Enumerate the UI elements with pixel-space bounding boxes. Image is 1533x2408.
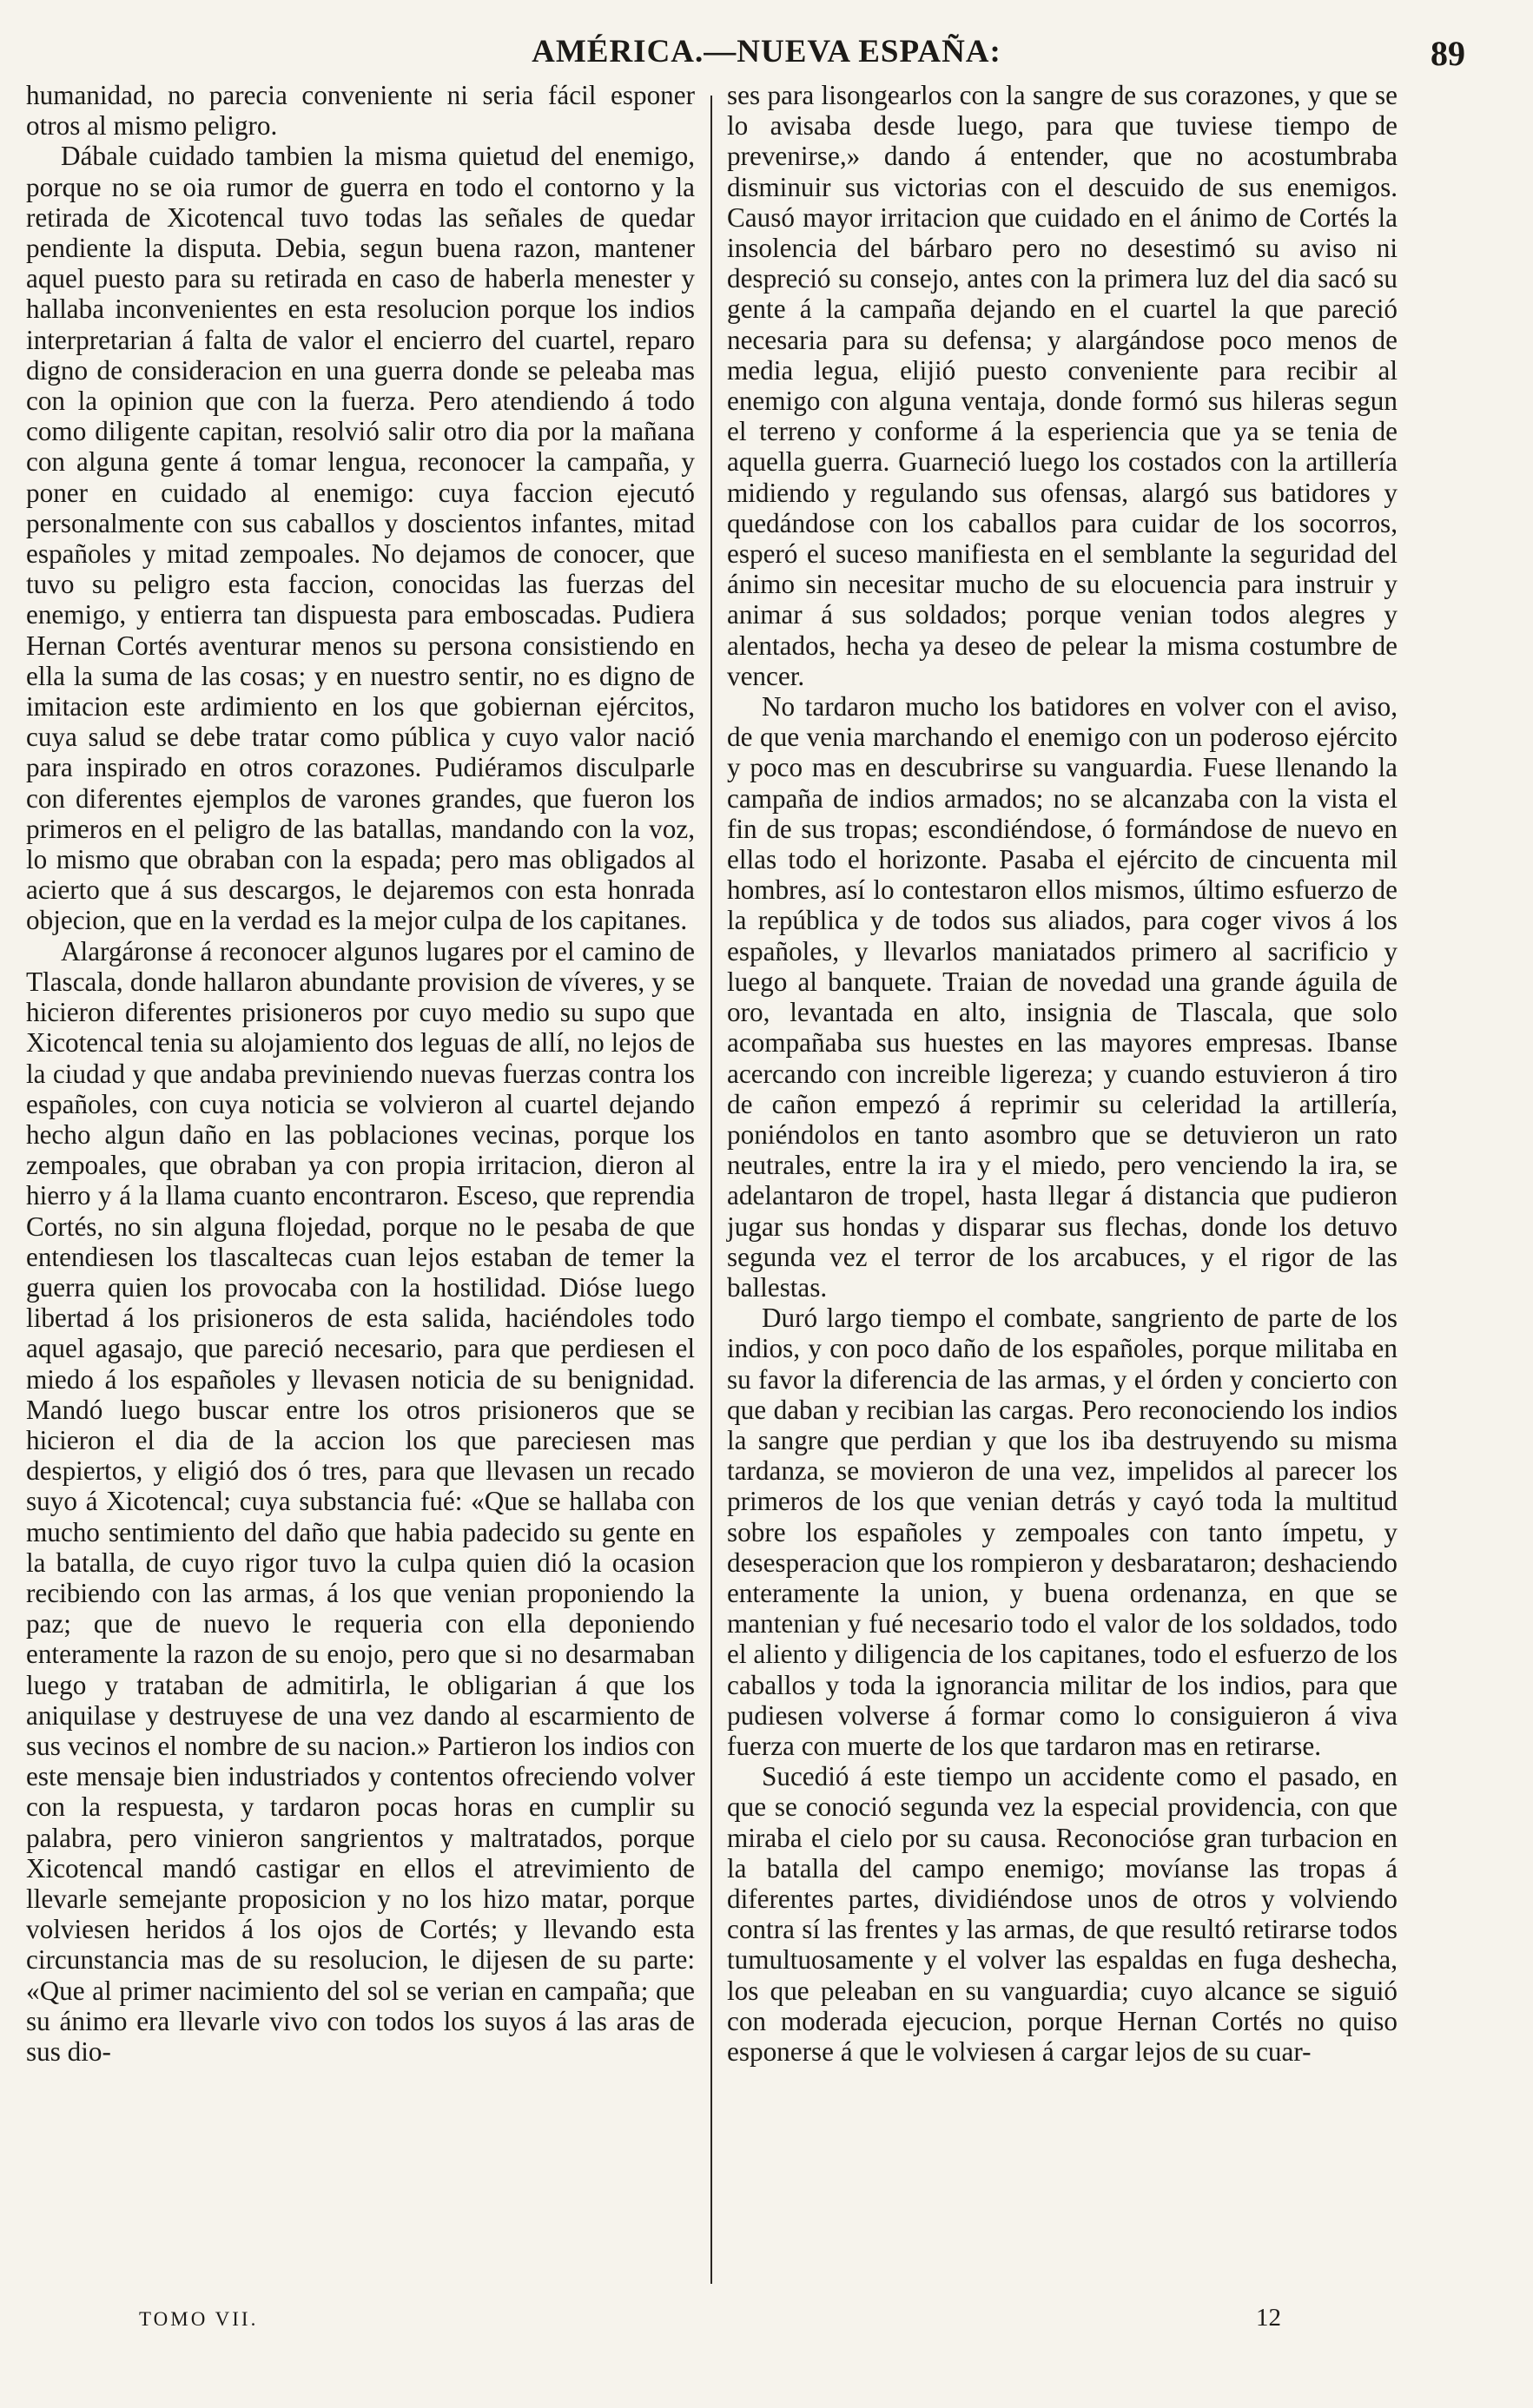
left-column bbox=[26, 80, 695, 2067]
paragraph: Sucedió á este tiempo un accidente como el pasado, en que se conoció segunda vez la especial providencia, con que miraba el cielo por su causa. Reconocióse gran turbacion en la batalla del campo enemigo; movíanse las tropas á diferentes partes, dividiéndose unos de otros y volviendo contra sí las frentes y las armas, de que resultó retirarse todos tumultuosamente y el volver las espaldas en fuga deshecha, los que peleaban en su vanguardia; cuyo alcance se siguió con moderada ejecucion, porque Hernan Cortés no quiso esponerse á que le volviesen á cargar lejos de su cuar- bbox=[727, 1761, 1398, 2067]
column-divider bbox=[710, 96, 712, 2284]
page-number: 89 bbox=[1431, 34, 1465, 73]
signature-mark: 12 bbox=[1256, 2304, 1281, 2332]
running-title: AMÉRICA.—NUEVA ESPAÑA: bbox=[532, 34, 1001, 69]
paragraph: Duró largo tiempo el combate, sangriento de parte de los indios, y con poco daño de los españoles, porque militaba en su favor la diferencia de las armas, y el órden y concierto con que daban y recibian las cargas. Pero reconociendo los indios la sangre que perdian y que los iba destruyendo su misma tardanza, se movieron de una vez, impelidos al parecer los primeros de los que venian detrás y cayó toda la multitud sobre los españoles y zempoales con tanto ímpetu, y desesperacion que los rompieron y desbarataron; deshaciendo enteramente la union, y buena ordenanza, en que se mantenian y fué necesario todo el valor de los soldados, todo el aliento y diligencia de los capitanes, todo el esfuerzo de los caballos y toda la ignorancia militar de los indios, para que pudiesen volverse á formar como lo consiguieron á viva fuerza con muerte de los que tardaron mas en retirarse. bbox=[727, 1303, 1398, 1761]
running-head bbox=[0, 33, 1533, 76]
paragraph: Dábale cuidado tambien la misma quietud del enemigo, porque no se oia rumor de guerra en todo el contorno y la retirada de Xicotencal tuvo todas las señales de quedar pendiente la disputa. Debia, segun buena razon, mantener aquel puesto para su retirada en caso de haberla menester y hallaba inconvenientes en esta resolucion porque los indios interpretarian á falta de valor el encierro del cuartel, reparo digno de consideracion en una guerra donde se peleaba mas con la opinion que con la fuerza. Pero atendiendo á todo como diligente capitan, resolvió salir otro dia por la mañana con alguna gente á tomar lengua, reconocer la campaña, y poner en cuidado al enemigo: cuya faccion ejecutó personalmente con sus caballos y doscientos infantes, mitad españoles y mitad zempoales. No dejamos de conocer, que tuvo su peligro esta faccion, conocidas las fuerzas del enemigo, y entierra tan dispuesta para emboscadas. Pudiera Hernan Cortés aventurar menos su persona consistiendo en ella la suma de las cosas; y en nuestro sentir, no es digno de imitacion este ardimiento en los que gobiernan ejércitos, cuya salud se debe tratar como pública y cuyo valor nació para inspirado en otros corazones. Pudiéramos disculparle con diferentes ejemplos de varones grandes, que fueron los primeros en el peligro de las batallas, mandando con la voz, lo mismo que obraban con la espada; pero mas obligados al acierto que á sus descargos, le dejaremos con esta honrada objecion, que en la verdad es la mejor culpa de los capitanes. bbox=[26, 141, 695, 936]
paragraph: No tardaron mucho los batidores en volver con el aviso, de que venia marchando el enemigo con un poderoso ejército y poco mas en descubrirse su vanguardia. Fuese llenando la campaña de indios armados; no se alcanzaba con la vista el fin de sus tropas; escondiéndose, ó formándose de nuevo en ellas todo el horizonte. Pasaba el ejército de cincuenta mil hombres, así lo contestaron ellos mismos, último esfuerzo de la república y de todos sus aliados, para coger vivos á los españoles, y llevarlos maniatados primero al sacrificio y luego al banquete. Traian de novedad una grande águila de oro, levantada en alto, insignia de Tlascala, que solo acompañaba sus huestes en las mayores empresas. Ibanse acercando con increible ligereza; y cuando estuvieron á tiro de cañon empezó á reprimir su celeridad la artillería, poniéndolos en tanto asombro que se detuvieron un rato neutrales, entre la ira y el miedo, pero venciendo la ira, se adelantaron de tropel, hasta llegar á distancia que pudieron jugar sus hondas y disparar sus flechas, donde los detuvo segunda vez el terror de los arcabuces, y el rigor de las ballestas. bbox=[727, 691, 1398, 1303]
paragraph: ses para lisongearlos con la sangre de sus corazones, y que se lo avisaba desde luego, para que tuviese tiempo de prevenirse,» dando á entender, que no acostumbraba disminuir sus victorias con el descuido de sus enemigos. Causó mayor irritacion que cuidado en el ánimo de Cortés la insolencia del bárbaro pero no desestimó su aviso ni despreció su consejo, antes con la primera luz del dia sacó su gente á la campaña dejando en el cuartel la que pareció necesaria para su defensa; y alargándose poco menos de media legua, elijió puesto conveniente para recibir al enemigo con alguna ventaja, donde formó sus hileras segun el terreno y conforme á la esperiencia que ya se tenia de aquella guerra. Guarneció luego los costados con la artillería midiendo y regulando sus ofensas, alargó sus batidores y quedándose con los caballos para cuidar de los socorros, esperó el suceso manifiesta en el semblante la seguridad del ánimo sin necesitar mucho de su elocuencia para instruir y animar á sus soldados; porque venian todos alegres y alentados, hecha ya deseo de pelear la misma costumbre de vencer. bbox=[727, 80, 1398, 691]
paragraph: humanidad, no parecia conveniente ni seria fácil esponer otros al mismo peligro. bbox=[26, 80, 695, 142]
paragraph: Alargáronse á reconocer algunos lugares por el camino de Tlascala, donde hallaron abundante provision de víveres, y se hicieron diferentes prisioneros por cuyo medio su supo que Xicotencal tenia su alojamiento dos leguas de allí, no lejos de la ciudad y que andaba previniendo nuevas fuerzas contra los españoles, con cuya noticia se volvieron al cuartel dejando hecho algun daño en las poblaciones vecinas, porque los zempoales, que obraban ya con propia irritacion, dieron al hierro y á la llama cuanto encontraron. Esceso, que reprendia Cortés, no sin alguna flojedad, porque no le pesaba de que entendiesen los tlascaltecas cuan lejos estaban de temer la guerra quien los provocaba con la hostilidad. Dióse luego libertad á los prisioneros de esta salida, haciéndoles todo aquel agasajo, que pareció necesario, para que perdiesen el miedo á los españoles y llevasen noticia de su benignidad. Mandó luego buscar entre los otros prisioneros que se hicieron el dia de la accion los que pareciesen mas despiertos, y eligió dos ó tres, para que llevasen un recado suyo á Xicotencal; cuya substancia fué: «Que se hallaba con mucho sentimiento del daño que habia padecido su gente en la batalla, de cuyo rigor tuvo la culpa quien dió la ocasion recibiendo con las armas, á los que venian proponiendo la paz; que de nuevo le requeria con ella deponiendo enteramente la razon de su enojo, pero que si no desarmaban luego y trataban de admitirla, le obligarian á que los aniquilase y destruyese de una vez dando al escarmiento de sus vecinos el nombre de su nacion.» Partieron los indios con este mensaje bien industriados y contentos ofreciendo volver con la respuesta, y tardaron pocas horas en cumplir su palabra, pero vinieron sangrientos y maltratados, porque Xicotencal mandó castigar en ellos el atrevimiento de llevarle semejante proposicion y no los hizo matar, porque volviesen heridos á los ojos de Cortés; y llevando esta circunstancia mas de su resolucion, le dijesen de su parte: «Que al primer nacimiento del sol se verian en campaña; que su ánimo era llevarle vivo con todos los suyos á las aras de sus dio- bbox=[26, 935, 695, 2067]
right-column bbox=[727, 80, 1398, 2067]
volume-label: TOMO VII. bbox=[139, 2308, 259, 2330]
